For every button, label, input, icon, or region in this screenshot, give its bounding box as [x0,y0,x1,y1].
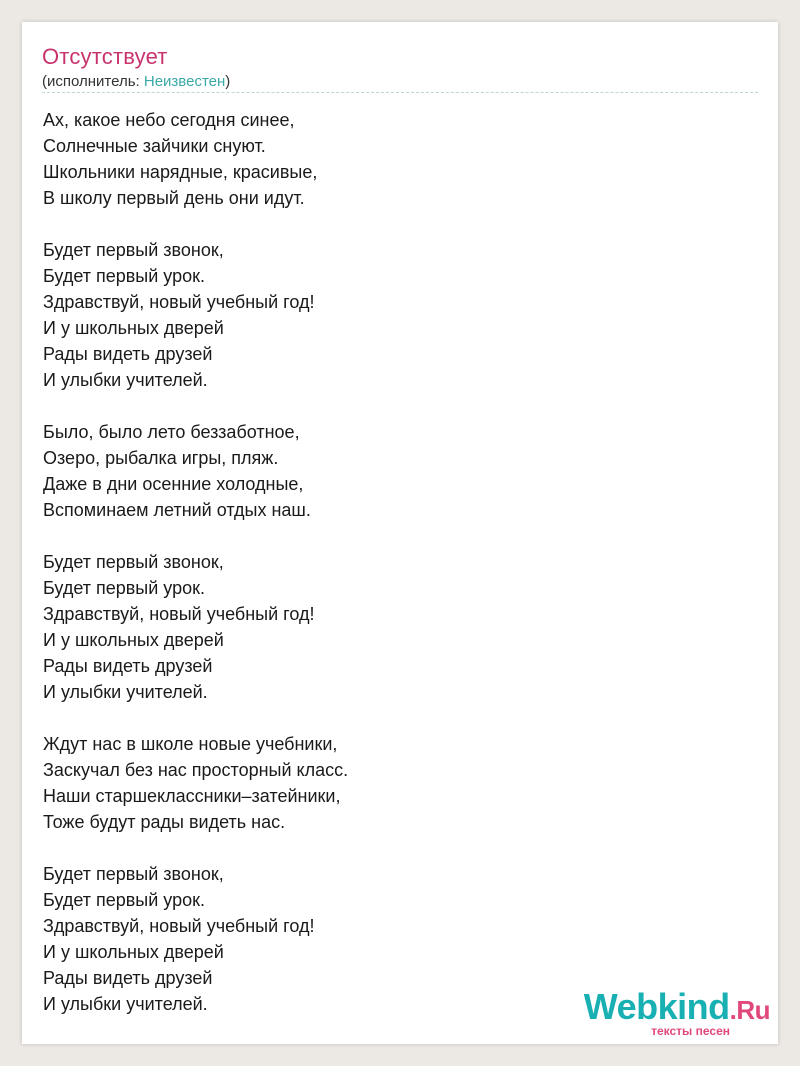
logo-brand: Webkind [583,986,730,1027]
lyric-line: Будет первый урок. [43,578,205,598]
lyric-line: И у школьных дверей [43,318,224,338]
logo-wordmark [583,986,770,1028]
lyric-line: Будет первый звонок, [43,552,224,572]
title-divider [42,92,758,93]
lyric-line: Будет первый звонок, [43,864,224,884]
lyric-line: Будет первый урок. [43,890,205,910]
lyric-line: Даже в дни осенние холодные, [43,474,304,494]
lyric-line: Рады видеть друзей [43,968,213,988]
lyric-line: Заскучал без нас просторный класс. [43,760,349,780]
artist-suffix: ) [225,73,231,90]
lyric-line: Тоже будут рады видеть нас. [43,812,286,832]
lyric-line: Озеро, рыбалка игры, пляж. [43,448,279,468]
lyric-line: И улыбки учителей. [43,994,208,1014]
lyric-line: Рады видеть друзей [43,344,213,364]
stanza-break [43,705,743,731]
stanza-break [43,523,743,549]
lyric-line: Школьники нарядные, красивые, [43,162,318,182]
lyrics-page [22,22,778,1044]
lyric-line: И у школьных дверей [43,942,224,962]
lyric-line: В школу первый день они идут. [43,188,305,208]
lyric-line: Вспоминаем летний отдых наш. [43,500,311,520]
artist-prefix: (исполнитель: [42,73,144,90]
lyric-line: Здравствуй, новый учебный год! [43,604,315,624]
site-logo [583,986,770,1038]
stanza-break [43,835,743,861]
artist-line [42,73,230,90]
lyric-line: Будет первый урок. [43,266,205,286]
stanza-break [43,211,743,237]
lyric-line: Ждут нас в школе новые учебники, [43,734,338,754]
lyric-line: Было, было лето беззаботное, [43,422,300,442]
lyric-line: Ах, какое небо сегодня синее, [43,110,295,130]
lyric-line: И улыбки учителей. [43,370,208,390]
lyric-line: Будет первый звонок, [43,240,224,260]
lyric-line: Здравствуй, новый учебный год! [43,292,315,312]
logo-tld: .Ru [729,995,770,1025]
lyrics-text [43,107,743,1017]
lyric-line: Наши старшеклассники–затейники, [43,786,341,806]
song-title: Отсутствует [42,44,168,69]
stanza-break [43,393,743,419]
lyric-line: Рады видеть друзей [43,656,213,676]
lyric-line: И у школьных дверей [43,630,224,650]
lyric-line: И улыбки учителей. [43,682,208,702]
logo-tagline: тексты песен [651,1024,730,1038]
lyric-line: Здравствуй, новый учебный год! [43,916,315,936]
lyric-line: Солнечные зайчики снуют. [43,136,266,156]
artist-link[interactable]: Неизвестен [143,73,226,90]
